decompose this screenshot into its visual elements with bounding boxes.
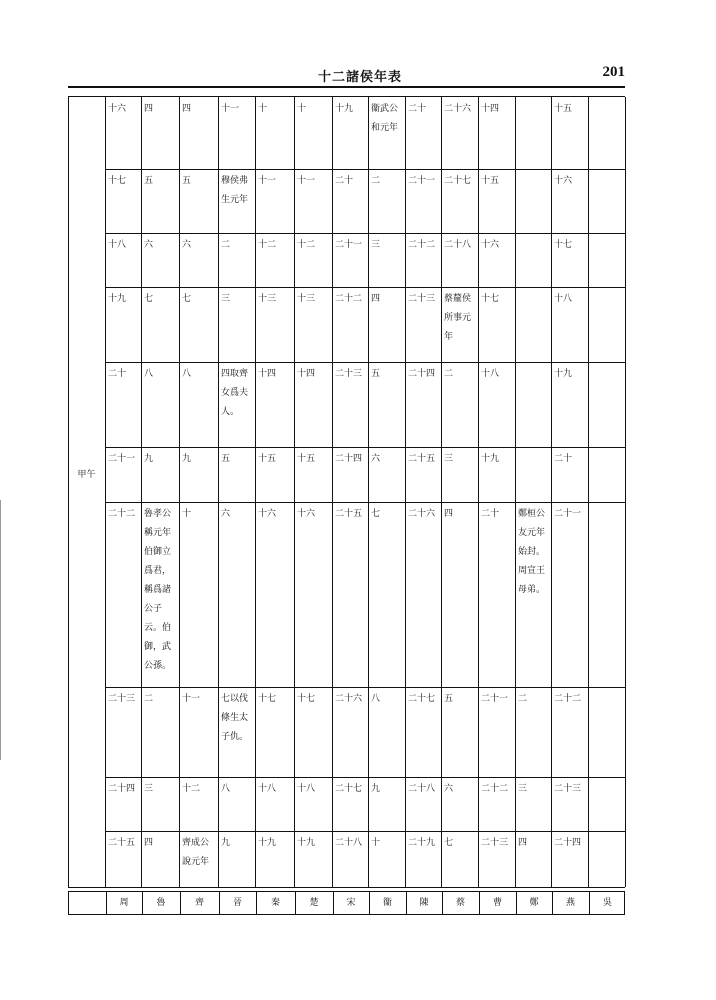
table-column-rule	[105, 97, 106, 887]
table-cell: 二十	[481, 509, 500, 519]
state-name: 陳	[419, 898, 429, 908]
table-cell: 二十五	[408, 454, 436, 464]
table-row-rule	[105, 447, 625, 448]
table-cell: 四	[518, 838, 528, 848]
table-cell: 十八	[554, 294, 573, 304]
table-column-rule	[405, 97, 406, 887]
table-cell: 七以伐條生太子仇。	[221, 694, 249, 742]
table-cell: 二十一	[335, 240, 363, 250]
table-cell: 二十四	[335, 454, 363, 464]
table-column-rule	[588, 97, 589, 887]
table-cell	[518, 450, 549, 500]
table-cell: 二十四	[554, 838, 582, 848]
state-name: 曹	[492, 898, 502, 908]
binding-edge	[0, 500, 4, 760]
table-cell: 十六	[108, 104, 127, 114]
table-cell: 十六	[258, 509, 277, 519]
table-cell: 二十一	[108, 454, 136, 464]
table-cell: 魯孝公稱元年伯御立爲君，稱爲諸公子云。伯御，武公孫。	[144, 509, 172, 671]
table-cell: 十四	[297, 369, 316, 379]
state-name: 齊	[194, 898, 204, 908]
table-row-rule	[105, 287, 625, 288]
table-cell: 二十六	[444, 104, 472, 114]
table-cell: 十四	[481, 104, 500, 114]
table-cell: 二十	[408, 104, 427, 114]
table-cell: 二十五	[335, 509, 363, 519]
table-cell: 十五	[258, 454, 277, 464]
table-cell: 二十	[108, 369, 127, 379]
table-cell: 六	[182, 240, 192, 250]
table-column-rule	[515, 97, 516, 887]
table-cell: 二十二	[335, 294, 363, 304]
table-column-rule	[294, 97, 295, 887]
table-row-rule	[105, 362, 625, 363]
table-row-rule	[105, 233, 625, 234]
table-cell: 十五	[297, 454, 316, 464]
table-column-rule	[68, 97, 69, 887]
table-cell: 六	[444, 784, 454, 794]
table-cell: 二十六	[408, 509, 436, 519]
table-cell: 十一	[221, 104, 240, 114]
table-cell: 十八	[297, 784, 316, 794]
table-cell: 九	[144, 454, 154, 464]
table-cell: 十三	[297, 294, 316, 304]
state-name: 秦	[270, 898, 280, 908]
state-name: 吳	[602, 898, 612, 908]
table-cell: 二	[144, 694, 154, 704]
table-cell	[518, 236, 549, 285]
running-title: 十二諸侯年表	[317, 70, 402, 85]
table-cell: 二十一	[408, 176, 436, 186]
table-cell: 四	[144, 104, 154, 114]
table-column-rule	[551, 97, 552, 887]
state-name: 燕	[565, 898, 575, 908]
table-cell: 十三	[258, 294, 277, 304]
table-cell: 十九	[481, 454, 500, 464]
table-column-rule	[332, 97, 333, 887]
state-name: 衞	[382, 898, 392, 908]
table-cell	[591, 834, 623, 885]
table-column-rule	[179, 97, 180, 887]
table-cell: 十六	[554, 176, 573, 186]
table-cell: 六	[144, 240, 154, 250]
table-column-rule	[141, 97, 142, 887]
table-cell: 二十	[554, 454, 573, 464]
table-cell	[591, 505, 623, 685]
table-cell: 十	[297, 104, 307, 114]
table-cell: 二十二	[554, 694, 582, 704]
table-cell: 八	[371, 694, 381, 704]
table-cell: 七	[182, 294, 192, 304]
table-cell: 十七	[554, 240, 573, 250]
table-column-rule	[478, 97, 479, 887]
table-cell: 二十五	[108, 838, 136, 848]
table-cell: 二	[221, 240, 231, 250]
state-name: 蔡	[455, 898, 465, 908]
table-cell: 三	[221, 294, 231, 304]
table-column-rule	[368, 97, 369, 887]
state-name: 魯	[156, 898, 166, 908]
table-cell	[591, 100, 623, 167]
chronology-table	[68, 96, 625, 888]
table-cell: 十	[371, 838, 381, 848]
table-cell: 八	[182, 369, 192, 379]
table-cell: 二十三	[335, 369, 363, 379]
table-cell: 十一	[297, 176, 316, 186]
table-cell: 二	[518, 694, 528, 704]
table-cell: 七	[371, 509, 381, 519]
table-cell	[591, 450, 623, 500]
table-cell	[591, 780, 623, 829]
table-cell: 三	[444, 454, 454, 464]
table-cell: 十二	[182, 784, 201, 794]
page-number: 201	[602, 64, 625, 80]
table-cell: 二十四	[108, 784, 136, 794]
table-cell: 穆侯弗生元年	[221, 176, 249, 205]
table-column-rule	[218, 97, 219, 887]
table-cell: 二	[371, 176, 381, 186]
table-cell: 齊成公說元年	[182, 838, 210, 867]
table-cell: 六	[221, 509, 231, 519]
table-cell	[591, 290, 623, 360]
table-cell: 二十八	[444, 240, 472, 250]
table-cell: 二十二	[481, 784, 509, 794]
table-cell	[518, 365, 549, 445]
table-cell: 十七	[108, 176, 127, 186]
table-cell	[591, 365, 623, 445]
table-row-rule	[105, 777, 625, 778]
header-rule	[68, 86, 625, 88]
table-cell: 九	[182, 454, 192, 464]
table-cell: 四	[182, 104, 192, 114]
table-cell: 十八	[481, 369, 500, 379]
table-cell: 四	[371, 294, 381, 304]
table-cell: 二十一	[554, 509, 582, 519]
table-cell: 十九	[258, 838, 277, 848]
table-cell: 二十二	[108, 509, 136, 519]
table-cell: 五	[144, 176, 154, 186]
table-cell: 二十六	[335, 694, 363, 704]
table-cell: 八	[144, 369, 154, 379]
table-cell: 十九	[335, 104, 354, 114]
table-cell: 蔡釐侯所事元年	[444, 294, 472, 342]
table-cell: 十一	[182, 694, 201, 704]
table-cell	[591, 690, 623, 775]
table-row-rule	[105, 169, 625, 170]
table-cell: 二十三	[108, 694, 136, 704]
table-cell: 二十二	[408, 240, 436, 250]
table-cell	[518, 172, 549, 231]
table-cell: 六	[371, 454, 381, 464]
table-cell: 九	[371, 784, 381, 794]
table-cell: 二十八	[335, 838, 363, 848]
table-cell: 十九	[108, 294, 127, 304]
table-cell: 十	[182, 509, 192, 519]
table-row-rule	[105, 502, 625, 503]
table-cell: 二十七	[335, 784, 363, 794]
table-cell: 衞武公和元年	[371, 104, 399, 133]
table-cell: 三	[518, 784, 528, 794]
table-cell: 十七	[258, 694, 277, 704]
table-cell: 五	[371, 369, 381, 379]
table-cell: 二十七	[444, 176, 472, 186]
table-cell: 十四	[258, 369, 277, 379]
table-cell: 五	[221, 454, 231, 464]
table-cell: 十二	[297, 240, 316, 250]
table-cell: 二十三	[408, 294, 436, 304]
table-cell: 三	[144, 784, 154, 794]
table-cell: 十九	[297, 838, 316, 848]
table-cell: 二十九	[408, 838, 436, 848]
table-cell: 十七	[481, 294, 500, 304]
table-cell: 二十一	[481, 694, 509, 704]
table-cell	[518, 100, 549, 167]
table-cell: 四取齊女爲夫人。	[221, 369, 249, 417]
table-cell: 九	[221, 838, 231, 848]
table-cell: 五	[444, 694, 454, 704]
table-cell: 二十三	[554, 784, 582, 794]
state-name: 鄭	[529, 898, 539, 908]
table-cell: 十	[258, 104, 268, 114]
table-cell	[591, 236, 623, 285]
year-label: 甲午	[77, 469, 96, 480]
table-cell: 十一	[258, 176, 277, 186]
table-cell: 二	[444, 369, 454, 379]
table-cell: 五	[182, 176, 192, 186]
table-cell: 十五	[554, 104, 573, 114]
table-column-rule	[625, 97, 626, 887]
table-cell: 十七	[297, 694, 316, 704]
table-cell: 三	[371, 240, 381, 250]
table-cell	[518, 290, 549, 360]
table-cell: 十八	[108, 240, 127, 250]
table-cell: 七	[444, 838, 454, 848]
table-cell: 四	[144, 838, 154, 848]
table-cell: 十六	[481, 240, 500, 250]
table-cell: 八	[221, 784, 231, 794]
state-header-row	[68, 891, 625, 915]
table-cell: 二十	[335, 176, 354, 186]
table-cell: 二十八	[408, 784, 436, 794]
table-cell: 七	[144, 294, 154, 304]
table-cell: 十五	[481, 176, 500, 186]
table-cell: 十六	[297, 509, 316, 519]
table-cell: 四	[444, 509, 454, 519]
table-cell: 二十四	[408, 369, 436, 379]
table-cell: 十八	[258, 784, 277, 794]
table-column-rule	[255, 97, 256, 887]
state-name: 周	[119, 898, 129, 908]
table-row-rule	[105, 687, 625, 688]
table-cell: 二十三	[481, 838, 509, 848]
table-cell	[591, 172, 623, 231]
table-cell: 十九	[554, 369, 573, 379]
table-cell: 鄭桓公友元年始封。周宣王母弟。	[518, 509, 546, 595]
state-name: 晉	[232, 898, 242, 908]
table-column-rule	[441, 97, 442, 887]
state-name: 楚	[309, 898, 319, 908]
table-row-rule	[105, 831, 625, 832]
table-cell: 二十七	[408, 694, 436, 704]
table-cell: 十二	[258, 240, 277, 250]
state-name: 宋	[346, 898, 356, 908]
